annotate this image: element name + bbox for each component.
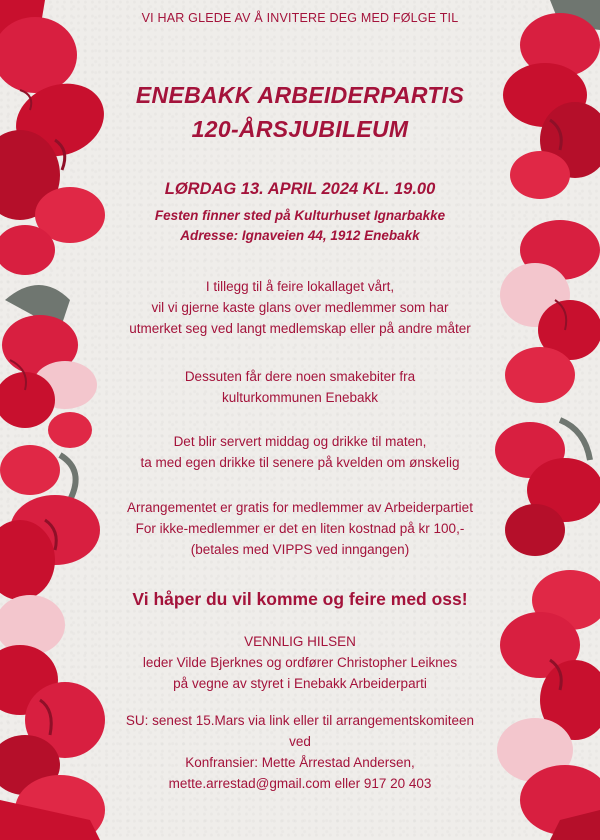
paragraph-line: vil vi gjerne kaste glans over medlemmer som har	[151, 300, 449, 315]
paragraph-line: (betales med VIPPS ved inngangen)	[190, 542, 410, 557]
greeting-line: leder Vilde Bjerknes og ordfører Christopher Leiknes	[142, 655, 458, 670]
paragraph-line: I tillegg til å feire lokallaget vårt,	[205, 279, 395, 294]
flower-cluster	[0, 445, 100, 600]
invitation-content	[100, 0, 500, 840]
event-title-line2: 120-ÅRSJUBILEUM	[191, 116, 409, 142]
paragraph-line: kulturkommunen Enebakk	[221, 390, 379, 405]
greeting-line: VENNLIG HILSEN	[244, 634, 356, 649]
bougainvillea-border-left	[0, 0, 110, 840]
event-venue: Festen finner sted på Kulturhuset Ignarbakke	[154, 208, 446, 223]
paragraph-line: Dessuten får dere noen smakebiter fra	[184, 369, 416, 384]
rsvp-line: ved	[289, 734, 311, 749]
intro-text: VI HAR GLEDE AV Å INVITERE DEG MED FØLGE TIL	[141, 11, 459, 25]
flower-cluster	[500, 220, 600, 403]
greeting-line: på vegne av styret i Enebakk Arbeiderparti	[173, 676, 427, 691]
flower-cluster	[0, 285, 97, 448]
flower-cluster	[497, 570, 600, 840]
rsvp-line: Konfransier: Mette Årrestad Andersen,	[185, 755, 415, 770]
event-date: LØRDAG 13. APRIL 2024 KL. 19.00	[164, 180, 436, 198]
contact-line[interactable]: mette.arrestad@gmail.com eller 917 20 403	[168, 776, 432, 791]
closing-highlight: Vi håper du vil komme og feire med oss!	[132, 589, 468, 609]
flower-cluster	[0, 0, 110, 275]
rsvp-line: SU: senest 15.Mars via link eller til arrangementskomiteen	[125, 713, 475, 728]
bougainvillea-border-right	[490, 0, 600, 840]
event-address: Adresse: Ignaveien 44, 1912 Enebakk	[180, 228, 420, 243]
paragraph-line: utmerket seg ved langt medlemskap eller på andre måter	[129, 321, 471, 336]
paragraph-line: Arrangementet er gratis for medlemmer av Arbeiderpartiet	[127, 500, 473, 515]
flower-cluster	[495, 420, 600, 556]
flower-cluster	[503, 0, 600, 199]
event-title-line1: ENEBAKK ARBEIDERPARTIS	[135, 82, 465, 108]
flower-cluster	[0, 595, 105, 840]
paragraph-line: Det blir servert middag og drikke til maten,	[173, 434, 427, 449]
paragraph-line: ta med egen drikke til senere på kvelden om ønskelig	[140, 455, 460, 470]
paragraph-line: For ikke-medlemmer er det en liten kostnad på kr 100,-	[135, 521, 465, 536]
